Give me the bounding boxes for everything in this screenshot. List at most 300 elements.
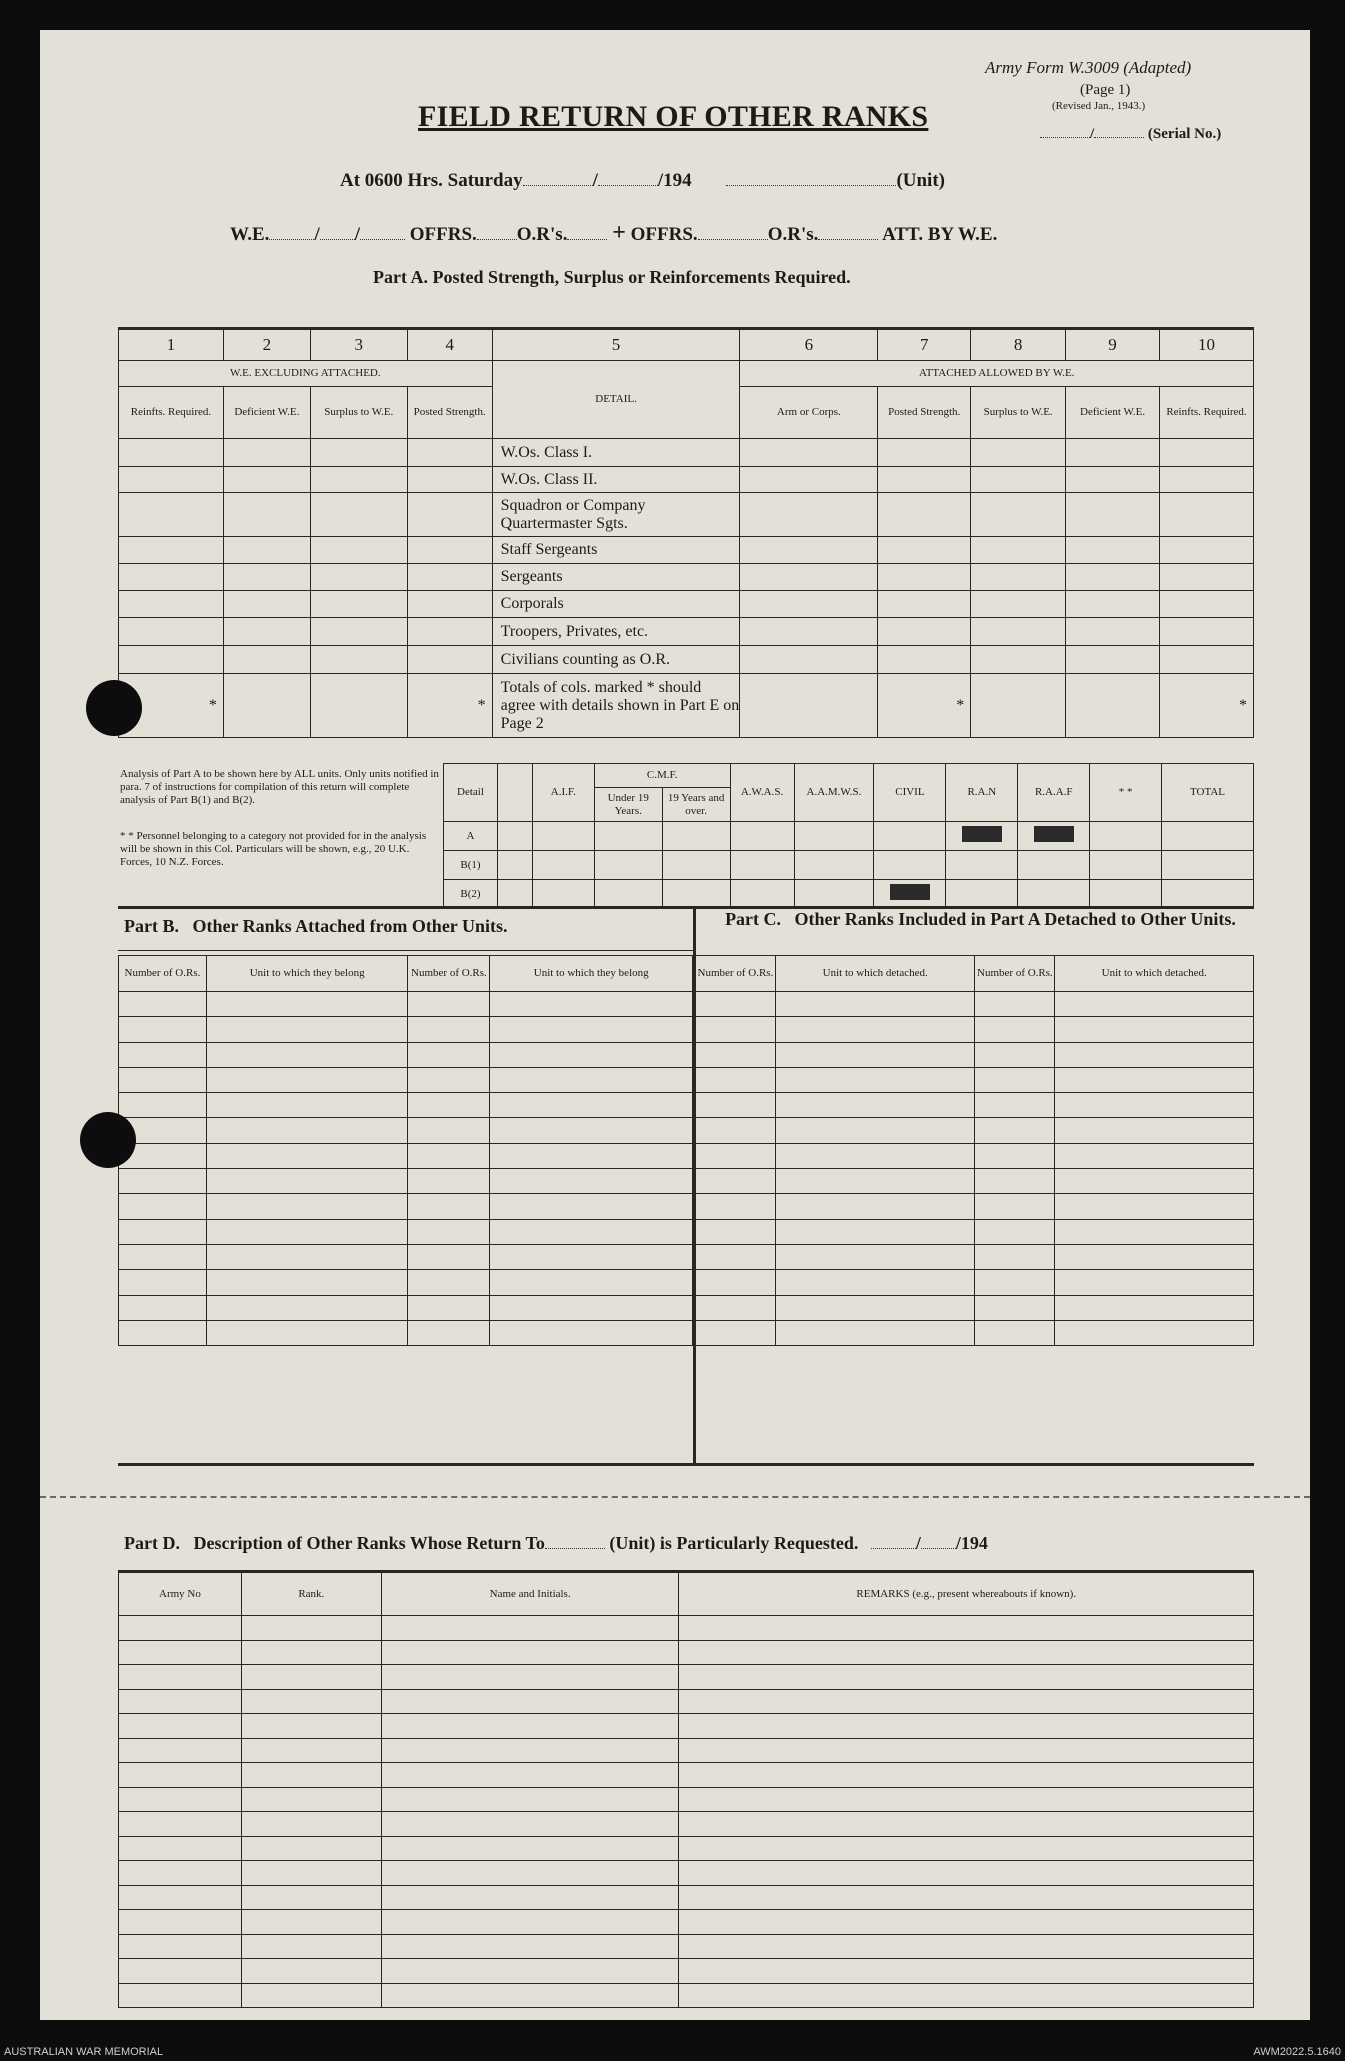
cell[interactable] xyxy=(223,439,310,467)
cell[interactable] xyxy=(696,1042,776,1067)
cell[interactable] xyxy=(223,591,310,618)
cell[interactable] xyxy=(119,493,224,537)
cell[interactable] xyxy=(1160,537,1254,564)
cell[interactable] xyxy=(740,537,878,564)
cell[interactable] xyxy=(878,591,971,618)
cell[interactable] xyxy=(794,851,874,880)
cell[interactable] xyxy=(381,1689,679,1714)
cell[interactable] xyxy=(408,1320,490,1345)
cell[interactable] xyxy=(971,467,1066,493)
cell[interactable] xyxy=(497,880,532,909)
cell[interactable] xyxy=(1160,467,1254,493)
cell[interactable] xyxy=(381,1910,679,1935)
cell[interactable] xyxy=(775,1295,975,1320)
cell[interactable] xyxy=(1055,1194,1254,1219)
cell[interactable] xyxy=(679,1616,1254,1641)
cell[interactable] xyxy=(971,646,1066,674)
cell[interactable] xyxy=(119,1169,207,1194)
cell[interactable] xyxy=(975,1042,1055,1067)
cell[interactable] xyxy=(794,822,874,851)
cell[interactable] xyxy=(206,1093,408,1118)
cell[interactable] xyxy=(1018,880,1090,909)
cell[interactable] xyxy=(119,1017,207,1042)
cell[interactable] xyxy=(878,646,971,674)
cell[interactable] xyxy=(1160,591,1254,618)
cell[interactable] xyxy=(679,1763,1254,1788)
cell[interactable] xyxy=(407,674,492,738)
cell[interactable] xyxy=(975,1093,1055,1118)
cell[interactable] xyxy=(878,674,971,738)
cell[interactable] xyxy=(975,1194,1055,1219)
cell[interactable] xyxy=(206,1169,408,1194)
cell[interactable] xyxy=(740,564,878,591)
cell[interactable] xyxy=(679,1812,1254,1837)
cell[interactable] xyxy=(119,618,224,646)
cell[interactable] xyxy=(407,618,492,646)
cell[interactable] xyxy=(975,1320,1055,1345)
cell[interactable] xyxy=(696,1295,776,1320)
cell[interactable] xyxy=(119,564,224,591)
analysis-table xyxy=(443,763,1254,909)
table-row xyxy=(696,1143,1254,1168)
cell[interactable] xyxy=(878,439,971,467)
cell[interactable] xyxy=(878,618,971,646)
cell[interactable] xyxy=(1055,1118,1254,1143)
cell[interactable] xyxy=(740,467,878,493)
cell[interactable] xyxy=(408,1067,490,1092)
cell[interactable] xyxy=(206,992,408,1017)
cell[interactable] xyxy=(119,1219,207,1244)
cell[interactable] xyxy=(119,1934,242,1959)
cell[interactable] xyxy=(241,1983,381,2008)
cell[interactable] xyxy=(223,618,310,646)
cell[interactable] xyxy=(1160,674,1254,738)
cell[interactable] xyxy=(1055,992,1254,1017)
cell[interactable] xyxy=(206,1270,408,1295)
cell[interactable] xyxy=(119,1763,242,1788)
cell[interactable] xyxy=(310,493,407,537)
cell[interactable] xyxy=(775,1143,975,1168)
cell[interactable] xyxy=(775,1017,975,1042)
cell[interactable] xyxy=(408,992,490,1017)
cell[interactable] xyxy=(119,646,224,674)
cell[interactable] xyxy=(594,822,662,851)
cell[interactable] xyxy=(696,1169,776,1194)
cell[interactable] xyxy=(241,1812,381,1837)
cell[interactable] xyxy=(971,674,1066,738)
cell[interactable] xyxy=(119,1885,242,1910)
cell[interactable] xyxy=(381,1763,679,1788)
cell[interactable] xyxy=(223,493,310,537)
cell[interactable] xyxy=(874,851,946,880)
cell[interactable] xyxy=(490,1295,693,1320)
cell[interactable] xyxy=(381,1959,679,1984)
cell[interactable] xyxy=(679,1787,1254,1812)
cell[interactable] xyxy=(679,1885,1254,1910)
cell[interactable] xyxy=(878,493,971,537)
cell[interactable] xyxy=(971,591,1066,618)
cell[interactable] xyxy=(1055,1244,1254,1269)
cell[interactable] xyxy=(878,467,971,493)
cell[interactable] xyxy=(490,1194,693,1219)
cell[interactable] xyxy=(490,1169,693,1194)
cell[interactable] xyxy=(241,1910,381,1935)
cell[interactable] xyxy=(119,1714,242,1739)
cell[interactable] xyxy=(119,1244,207,1269)
cell[interactable] xyxy=(696,1118,776,1143)
cell[interactable] xyxy=(696,1219,776,1244)
cell[interactable] xyxy=(408,1017,490,1042)
cell[interactable] xyxy=(775,1244,975,1269)
cell[interactable] xyxy=(975,1244,1055,1269)
cell[interactable] xyxy=(696,1017,776,1042)
cell[interactable] xyxy=(407,493,492,537)
cell[interactable] xyxy=(206,1219,408,1244)
cell[interactable] xyxy=(490,992,693,1017)
cell[interactable] xyxy=(730,822,794,851)
cell[interactable] xyxy=(490,1320,693,1345)
cell[interactable] xyxy=(971,537,1066,564)
cell[interactable] xyxy=(975,1270,1055,1295)
cell[interactable] xyxy=(497,822,532,851)
cell[interactable] xyxy=(679,1738,1254,1763)
cell[interactable] xyxy=(1066,674,1160,738)
cell[interactable] xyxy=(310,591,407,618)
cell[interactable] xyxy=(975,992,1055,1017)
cell[interactable] xyxy=(594,851,662,880)
cell[interactable] xyxy=(975,1017,1055,1042)
at-line: At 0600 Hrs. Saturday / /194 (Unit) xyxy=(340,170,945,191)
cell[interactable] xyxy=(119,1738,242,1763)
cell[interactable] xyxy=(946,880,1018,909)
cell[interactable] xyxy=(679,1714,1254,1739)
cell[interactable] xyxy=(662,822,730,851)
cell[interactable] xyxy=(1066,564,1160,591)
cell[interactable] xyxy=(490,1118,693,1143)
cell[interactable] xyxy=(381,1861,679,1886)
cell[interactable] xyxy=(497,851,532,880)
cell[interactable] xyxy=(119,1787,242,1812)
cell[interactable] xyxy=(310,646,407,674)
cell[interactable] xyxy=(381,1934,679,1959)
cell[interactable] xyxy=(1055,1042,1254,1067)
cell[interactable] xyxy=(119,1270,207,1295)
cell[interactable] xyxy=(975,1067,1055,1092)
cell[interactable] xyxy=(223,537,310,564)
table-row xyxy=(696,1219,1254,1244)
cell[interactable] xyxy=(1055,1295,1254,1320)
table-row xyxy=(119,1665,1254,1690)
cell[interactable] xyxy=(310,674,407,738)
analysis-note-1: Analysis of Part A to be shown here by ALL units. Only units notified in para. 7 of instructions for compilation of this return will complete analysis of Part B(1) and B(2). xyxy=(120,768,439,806)
cell[interactable] xyxy=(407,537,492,564)
cell[interactable] xyxy=(679,1910,1254,1935)
cell[interactable] xyxy=(696,1143,776,1168)
cell[interactable] xyxy=(490,1219,693,1244)
cell[interactable] xyxy=(1160,439,1254,467)
cell[interactable] xyxy=(775,1042,975,1067)
part-b-num-header-2: Number of O.Rs. xyxy=(408,956,490,992)
cell[interactable] xyxy=(1066,467,1160,493)
cell[interactable] xyxy=(119,439,224,467)
cell[interactable] xyxy=(1066,646,1160,674)
cell[interactable] xyxy=(740,618,878,646)
cell[interactable] xyxy=(1018,851,1090,880)
cell[interactable] xyxy=(119,1959,242,1984)
cell[interactable] xyxy=(408,1219,490,1244)
col-num-10: 10 xyxy=(1160,329,1254,361)
cell[interactable] xyxy=(1160,646,1254,674)
cell[interactable] xyxy=(119,1836,242,1861)
cell[interactable] xyxy=(490,1042,693,1067)
cell[interactable] xyxy=(594,880,662,909)
cell[interactable] xyxy=(408,1118,490,1143)
cell[interactable] xyxy=(119,1812,242,1837)
cell[interactable] xyxy=(223,674,310,738)
cell[interactable] xyxy=(381,1714,679,1739)
cell[interactable] xyxy=(408,1093,490,1118)
cell[interactable] xyxy=(1055,1320,1254,1345)
cell[interactable] xyxy=(490,1143,693,1168)
cell[interactable] xyxy=(119,591,224,618)
cell[interactable] xyxy=(119,1042,207,1067)
cell[interactable] xyxy=(408,1295,490,1320)
cell[interactable] xyxy=(119,1665,242,1690)
cell[interactable] xyxy=(119,1983,242,2008)
cell[interactable] xyxy=(532,822,594,851)
cell[interactable] xyxy=(119,1320,207,1345)
cell[interactable] xyxy=(381,1738,679,1763)
cell[interactable] xyxy=(407,467,492,493)
cell[interactable] xyxy=(975,1118,1055,1143)
cell[interactable] xyxy=(119,1295,207,1320)
cell[interactable] xyxy=(310,439,407,467)
part-b-unit-header: Unit to which they belong xyxy=(206,956,408,992)
cell[interactable] xyxy=(971,493,1066,537)
cell[interactable] xyxy=(407,646,492,674)
cell[interactable] xyxy=(1055,1169,1254,1194)
cell[interactable] xyxy=(532,851,594,880)
cell[interactable] xyxy=(206,1320,408,1345)
cell[interactable] xyxy=(775,1067,975,1092)
cell[interactable] xyxy=(730,851,794,880)
cell[interactable] xyxy=(679,1959,1254,1984)
cell[interactable] xyxy=(241,1934,381,1959)
cell[interactable] xyxy=(241,1763,381,1788)
cell[interactable] xyxy=(241,1836,381,1861)
cell[interactable] xyxy=(775,1169,975,1194)
cell[interactable] xyxy=(1090,880,1162,909)
cell[interactable] xyxy=(1066,493,1160,537)
cell[interactable] xyxy=(408,1270,490,1295)
cell[interactable] xyxy=(119,1640,242,1665)
cell[interactable] xyxy=(794,880,874,909)
cell[interactable] xyxy=(223,646,310,674)
cell[interactable] xyxy=(1162,851,1254,880)
cell[interactable] xyxy=(407,591,492,618)
cell[interactable] xyxy=(679,1640,1254,1665)
cell[interactable] xyxy=(241,1616,381,1641)
cell[interactable] xyxy=(696,1194,776,1219)
cell[interactable] xyxy=(1090,822,1162,851)
cell[interactable] xyxy=(223,564,310,591)
cell[interactable] xyxy=(206,1244,408,1269)
cell[interactable] xyxy=(206,1042,408,1067)
cell[interactable] xyxy=(696,1067,776,1092)
cell[interactable] xyxy=(223,467,310,493)
cell[interactable] xyxy=(241,1738,381,1763)
cell[interactable] xyxy=(241,1640,381,1665)
cell[interactable] xyxy=(490,1067,693,1092)
cell[interactable] xyxy=(381,1616,679,1641)
cell[interactable] xyxy=(679,1665,1254,1690)
cell[interactable] xyxy=(696,992,776,1017)
cell[interactable] xyxy=(381,1885,679,1910)
analysis-row-label: B(2) xyxy=(444,880,498,909)
cell[interactable] xyxy=(1162,880,1254,909)
cell[interactable] xyxy=(490,1017,693,1042)
cell[interactable] xyxy=(310,564,407,591)
cell[interactable] xyxy=(874,822,946,851)
cell[interactable] xyxy=(730,880,794,909)
cell[interactable] xyxy=(971,439,1066,467)
cell[interactable] xyxy=(119,1194,207,1219)
cell[interactable] xyxy=(662,880,730,909)
cell[interactable] xyxy=(1162,822,1254,851)
cell[interactable] xyxy=(119,1093,207,1118)
cell[interactable] xyxy=(241,1665,381,1690)
cell[interactable] xyxy=(1066,537,1160,564)
cell[interactable] xyxy=(1055,1219,1254,1244)
cell[interactable] xyxy=(1066,591,1160,618)
analysis-row-b2 xyxy=(444,880,1254,909)
cell[interactable] xyxy=(1160,564,1254,591)
cell[interactable] xyxy=(408,1143,490,1168)
cell[interactable] xyxy=(1055,1093,1254,1118)
cell[interactable] xyxy=(971,564,1066,591)
cell[interactable] xyxy=(1066,439,1160,467)
cell[interactable] xyxy=(241,1885,381,1910)
cell[interactable] xyxy=(1066,618,1160,646)
cell[interactable] xyxy=(740,646,878,674)
cell[interactable] xyxy=(381,1787,679,1812)
cell[interactable] xyxy=(119,467,224,493)
cell[interactable] xyxy=(241,1787,381,1812)
cell[interactable] xyxy=(408,1042,490,1067)
cell[interactable] xyxy=(1160,618,1254,646)
cell[interactable] xyxy=(679,1861,1254,1886)
cell[interactable] xyxy=(206,1295,408,1320)
cell[interactable] xyxy=(696,1244,776,1269)
hdr-arm-corps: Arm or Corps. xyxy=(740,387,878,439)
cell[interactable] xyxy=(740,493,878,537)
cell[interactable] xyxy=(241,1959,381,1984)
cell[interactable] xyxy=(775,992,975,1017)
cell[interactable] xyxy=(679,1934,1254,1959)
cell[interactable] xyxy=(206,1194,408,1219)
cell[interactable] xyxy=(241,1861,381,1886)
cell[interactable] xyxy=(381,1665,679,1690)
cell[interactable] xyxy=(696,1093,776,1118)
cell[interactable] xyxy=(206,1118,408,1143)
cell[interactable] xyxy=(975,1295,1055,1320)
cell[interactable] xyxy=(119,992,207,1017)
cell[interactable] xyxy=(775,1118,975,1143)
table-row xyxy=(696,1295,1254,1320)
cell[interactable] xyxy=(1090,851,1162,880)
cell[interactable] xyxy=(241,1714,381,1739)
cell[interactable] xyxy=(310,537,407,564)
cell[interactable] xyxy=(1055,1270,1254,1295)
cell[interactable] xyxy=(696,1320,776,1345)
cell[interactable] xyxy=(775,1194,975,1219)
cell[interactable] xyxy=(408,1244,490,1269)
cell[interactable] xyxy=(679,1689,1254,1714)
cell[interactable] xyxy=(490,1244,693,1269)
cell[interactable] xyxy=(1055,1067,1254,1092)
cell[interactable] xyxy=(878,537,971,564)
cell[interactable] xyxy=(662,851,730,880)
col-num-4: 4 xyxy=(407,329,492,361)
cell[interactable] xyxy=(408,1194,490,1219)
cell[interactable] xyxy=(119,1689,242,1714)
part-c-table xyxy=(695,955,1254,1346)
cell[interactable] xyxy=(381,1836,679,1861)
cell[interactable] xyxy=(381,1640,679,1665)
cell[interactable] xyxy=(408,1169,490,1194)
cell[interactable] xyxy=(206,1017,408,1042)
cell[interactable] xyxy=(946,851,1018,880)
cell[interactable] xyxy=(407,564,492,591)
cell[interactable] xyxy=(119,537,224,564)
cell[interactable] xyxy=(206,1143,408,1168)
cell[interactable] xyxy=(975,1143,1055,1168)
table-row xyxy=(119,439,1254,467)
cell[interactable] xyxy=(679,1836,1254,1861)
cell[interactable] xyxy=(310,467,407,493)
cell[interactable] xyxy=(878,564,971,591)
cell[interactable] xyxy=(775,1093,975,1118)
cell[interactable] xyxy=(119,1861,242,1886)
cell[interactable] xyxy=(119,1067,207,1092)
cell[interactable] xyxy=(1055,1017,1254,1042)
cell[interactable] xyxy=(119,1616,242,1641)
cell[interactable] xyxy=(490,1270,693,1295)
cell[interactable] xyxy=(532,880,594,909)
cell[interactable] xyxy=(971,618,1066,646)
cell[interactable] xyxy=(206,1067,408,1092)
cell[interactable] xyxy=(490,1093,693,1118)
cell[interactable] xyxy=(310,618,407,646)
cell[interactable] xyxy=(740,674,878,738)
cell[interactable] xyxy=(381,1812,679,1837)
cell[interactable] xyxy=(679,1983,1254,2008)
cell[interactable] xyxy=(407,439,492,467)
cell[interactable] xyxy=(696,1270,776,1295)
cell[interactable] xyxy=(1055,1143,1254,1168)
cell[interactable] xyxy=(975,1219,1055,1244)
cell[interactable] xyxy=(775,1270,975,1295)
cell[interactable] xyxy=(119,1910,242,1935)
cell[interactable] xyxy=(740,591,878,618)
cell[interactable] xyxy=(775,1219,975,1244)
cell[interactable] xyxy=(381,1983,679,2008)
cell[interactable] xyxy=(241,1689,381,1714)
cell[interactable] xyxy=(740,439,878,467)
cell[interactable] xyxy=(775,1320,975,1345)
cell[interactable] xyxy=(1160,493,1254,537)
cell[interactable] xyxy=(975,1169,1055,1194)
